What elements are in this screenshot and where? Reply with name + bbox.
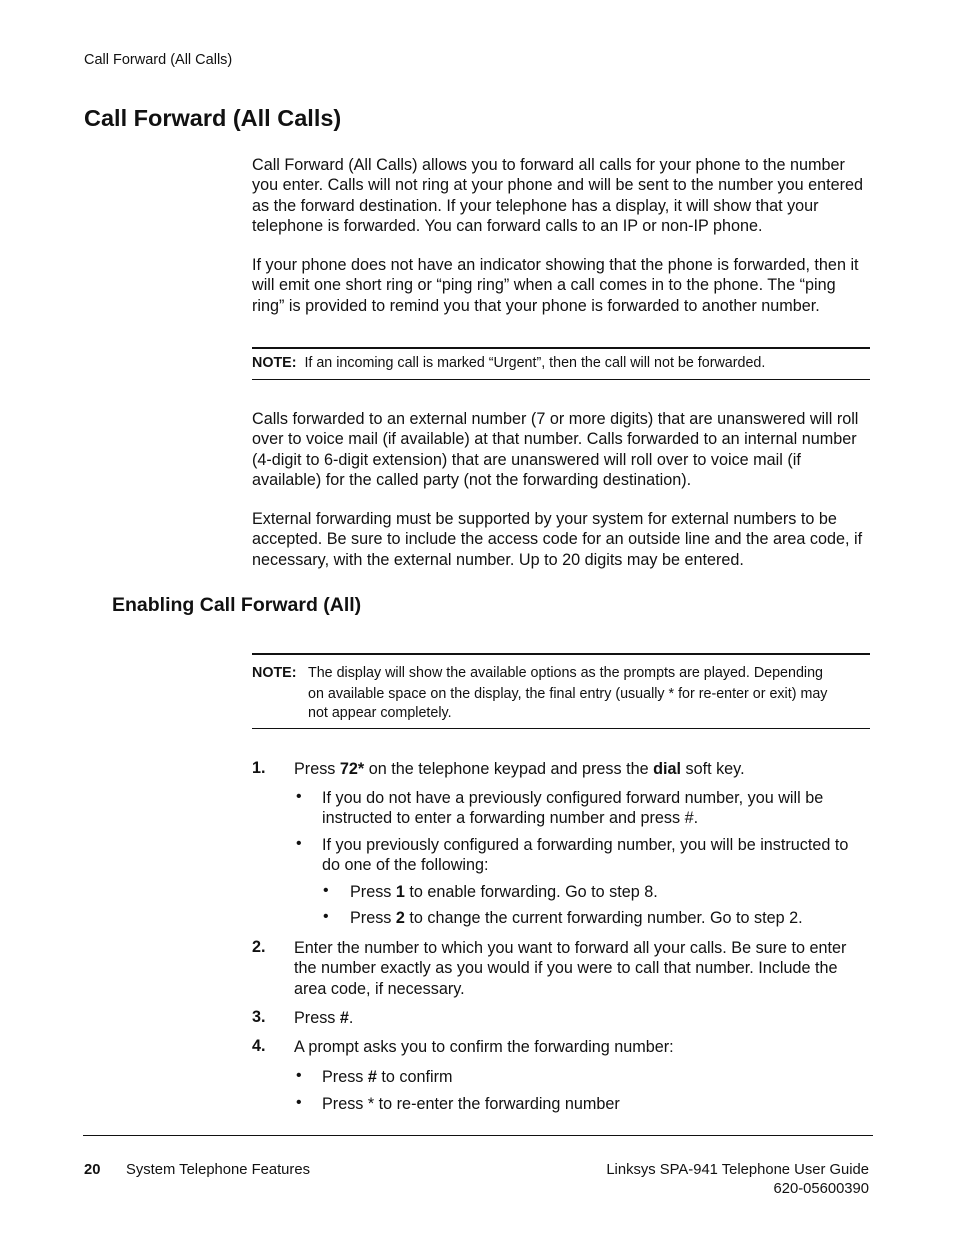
- step-1-sub-bullet-1: Press 1 to enable forwarding. Go to step 8.: [350, 883, 658, 901]
- note-line-3: not appear completely.: [308, 705, 452, 721]
- step-2-text: Enter the number to which you want to forward all your calls. Be sure to enter the number exactly as you would if you were to call that number. Include the area code, if necessary.: [294, 939, 847, 998]
- subsection-title: Enabling Call Forward (All): [112, 594, 362, 616]
- keycode-72star: 72*: [339, 760, 365, 778]
- step-number: 3.: [252, 1008, 266, 1026]
- note-box-urgent: [252, 347, 870, 380]
- step-number: 2.: [252, 938, 266, 956]
- note-line-2: on available space on the display, the final entry (usually * for re-enter or exit) may: [308, 686, 828, 702]
- footer-chapter: System Telephone Features: [126, 1162, 310, 1178]
- footer-doc-number: 620-05600390: [773, 1181, 869, 1197]
- bullet-icon: •: [296, 788, 302, 805]
- dial-softkey-label: dial: [653, 760, 681, 778]
- step-3-text: Press #.: [294, 1009, 354, 1027]
- step-1-bullet-2: If you previously configured a forwarding number, you will be instructed to do one of the following:: [322, 836, 849, 875]
- bullet-icon: •: [296, 835, 302, 852]
- bullet-icon: •: [323, 882, 329, 899]
- step-number: 1.: [252, 759, 266, 777]
- note-line-1: The display will show the available options as the prompts are played. Depending: [308, 665, 823, 681]
- footer-guide-title: Linksys SPA-941 Telephone User Guide: [606, 1162, 869, 1178]
- running-header: Call Forward (All Calls): [84, 52, 233, 68]
- step-4-bullet-1: Press # to confirm: [322, 1068, 453, 1086]
- note-label: NOTE:: [252, 355, 297, 371]
- external-forwarding-paragraph: External forwarding must be supported by your system for external numbers to be accepted. Be sure to include the access code for an outside line and the area code, if necessary, with the external number. Up to 20 digits may be entered.: [252, 510, 863, 569]
- bullet-icon: •: [323, 908, 329, 925]
- note-box-display: [252, 653, 870, 729]
- note-text: If an incoming call is marked “Urgent”, then the call will not be forwarded.: [304, 355, 766, 371]
- step-1-bullet-1: If you do not have a previously configured forward number, you will be instructed to enter a forwarding number and press #.: [322, 789, 824, 828]
- page-title: Call Forward (All Calls): [84, 105, 342, 131]
- note-label: NOTE:: [252, 665, 297, 681]
- step-1-sub-bullet-2: Press 2 to change the current forwarding number. Go to step 2.: [350, 909, 803, 927]
- page-number: 20: [84, 1162, 101, 1178]
- step-1-text: Press 72* on the telephone keypad and press the dial soft key.: [294, 760, 745, 778]
- rollover-paragraph: Calls forwarded to an external number (7 or more digits) that are unanswered will roll over to voice mail (if available) at that number. Calls forwarded to an internal number (4-digit to 6-digit extension) that are unanswered will roll over to voice mail (if available) for the called party (not the forwarding destination).: [252, 410, 859, 489]
- ping-ring-paragraph: If your phone does not have an indicator showing that the phone is forwarded, then it will emit one short ring or “ping ring” when a call comes in to the phone. The “ping ring” is provided to remind you that your phone is forwarded to another number.: [252, 256, 859, 315]
- step-number: 4.: [252, 1037, 266, 1055]
- step-4-text: A prompt asks you to confirm the forwarding number:: [294, 1038, 674, 1056]
- bullet-icon: •: [296, 1067, 302, 1084]
- footer-divider: [83, 1135, 873, 1136]
- intro-paragraph: Call Forward (All Calls) allows you to forward all calls for your phone to the number you enter. Calls will not ring at your phone and will be sent to the number you entered as the forward destination. If your telephone has a display, it will show that your telephone is forwarded. You can forward calls to an IP or non-IP phone.: [252, 156, 863, 235]
- step-4-bullet-2: Press * to re-enter the forwarding number: [322, 1095, 620, 1113]
- bullet-icon: •: [296, 1094, 302, 1111]
